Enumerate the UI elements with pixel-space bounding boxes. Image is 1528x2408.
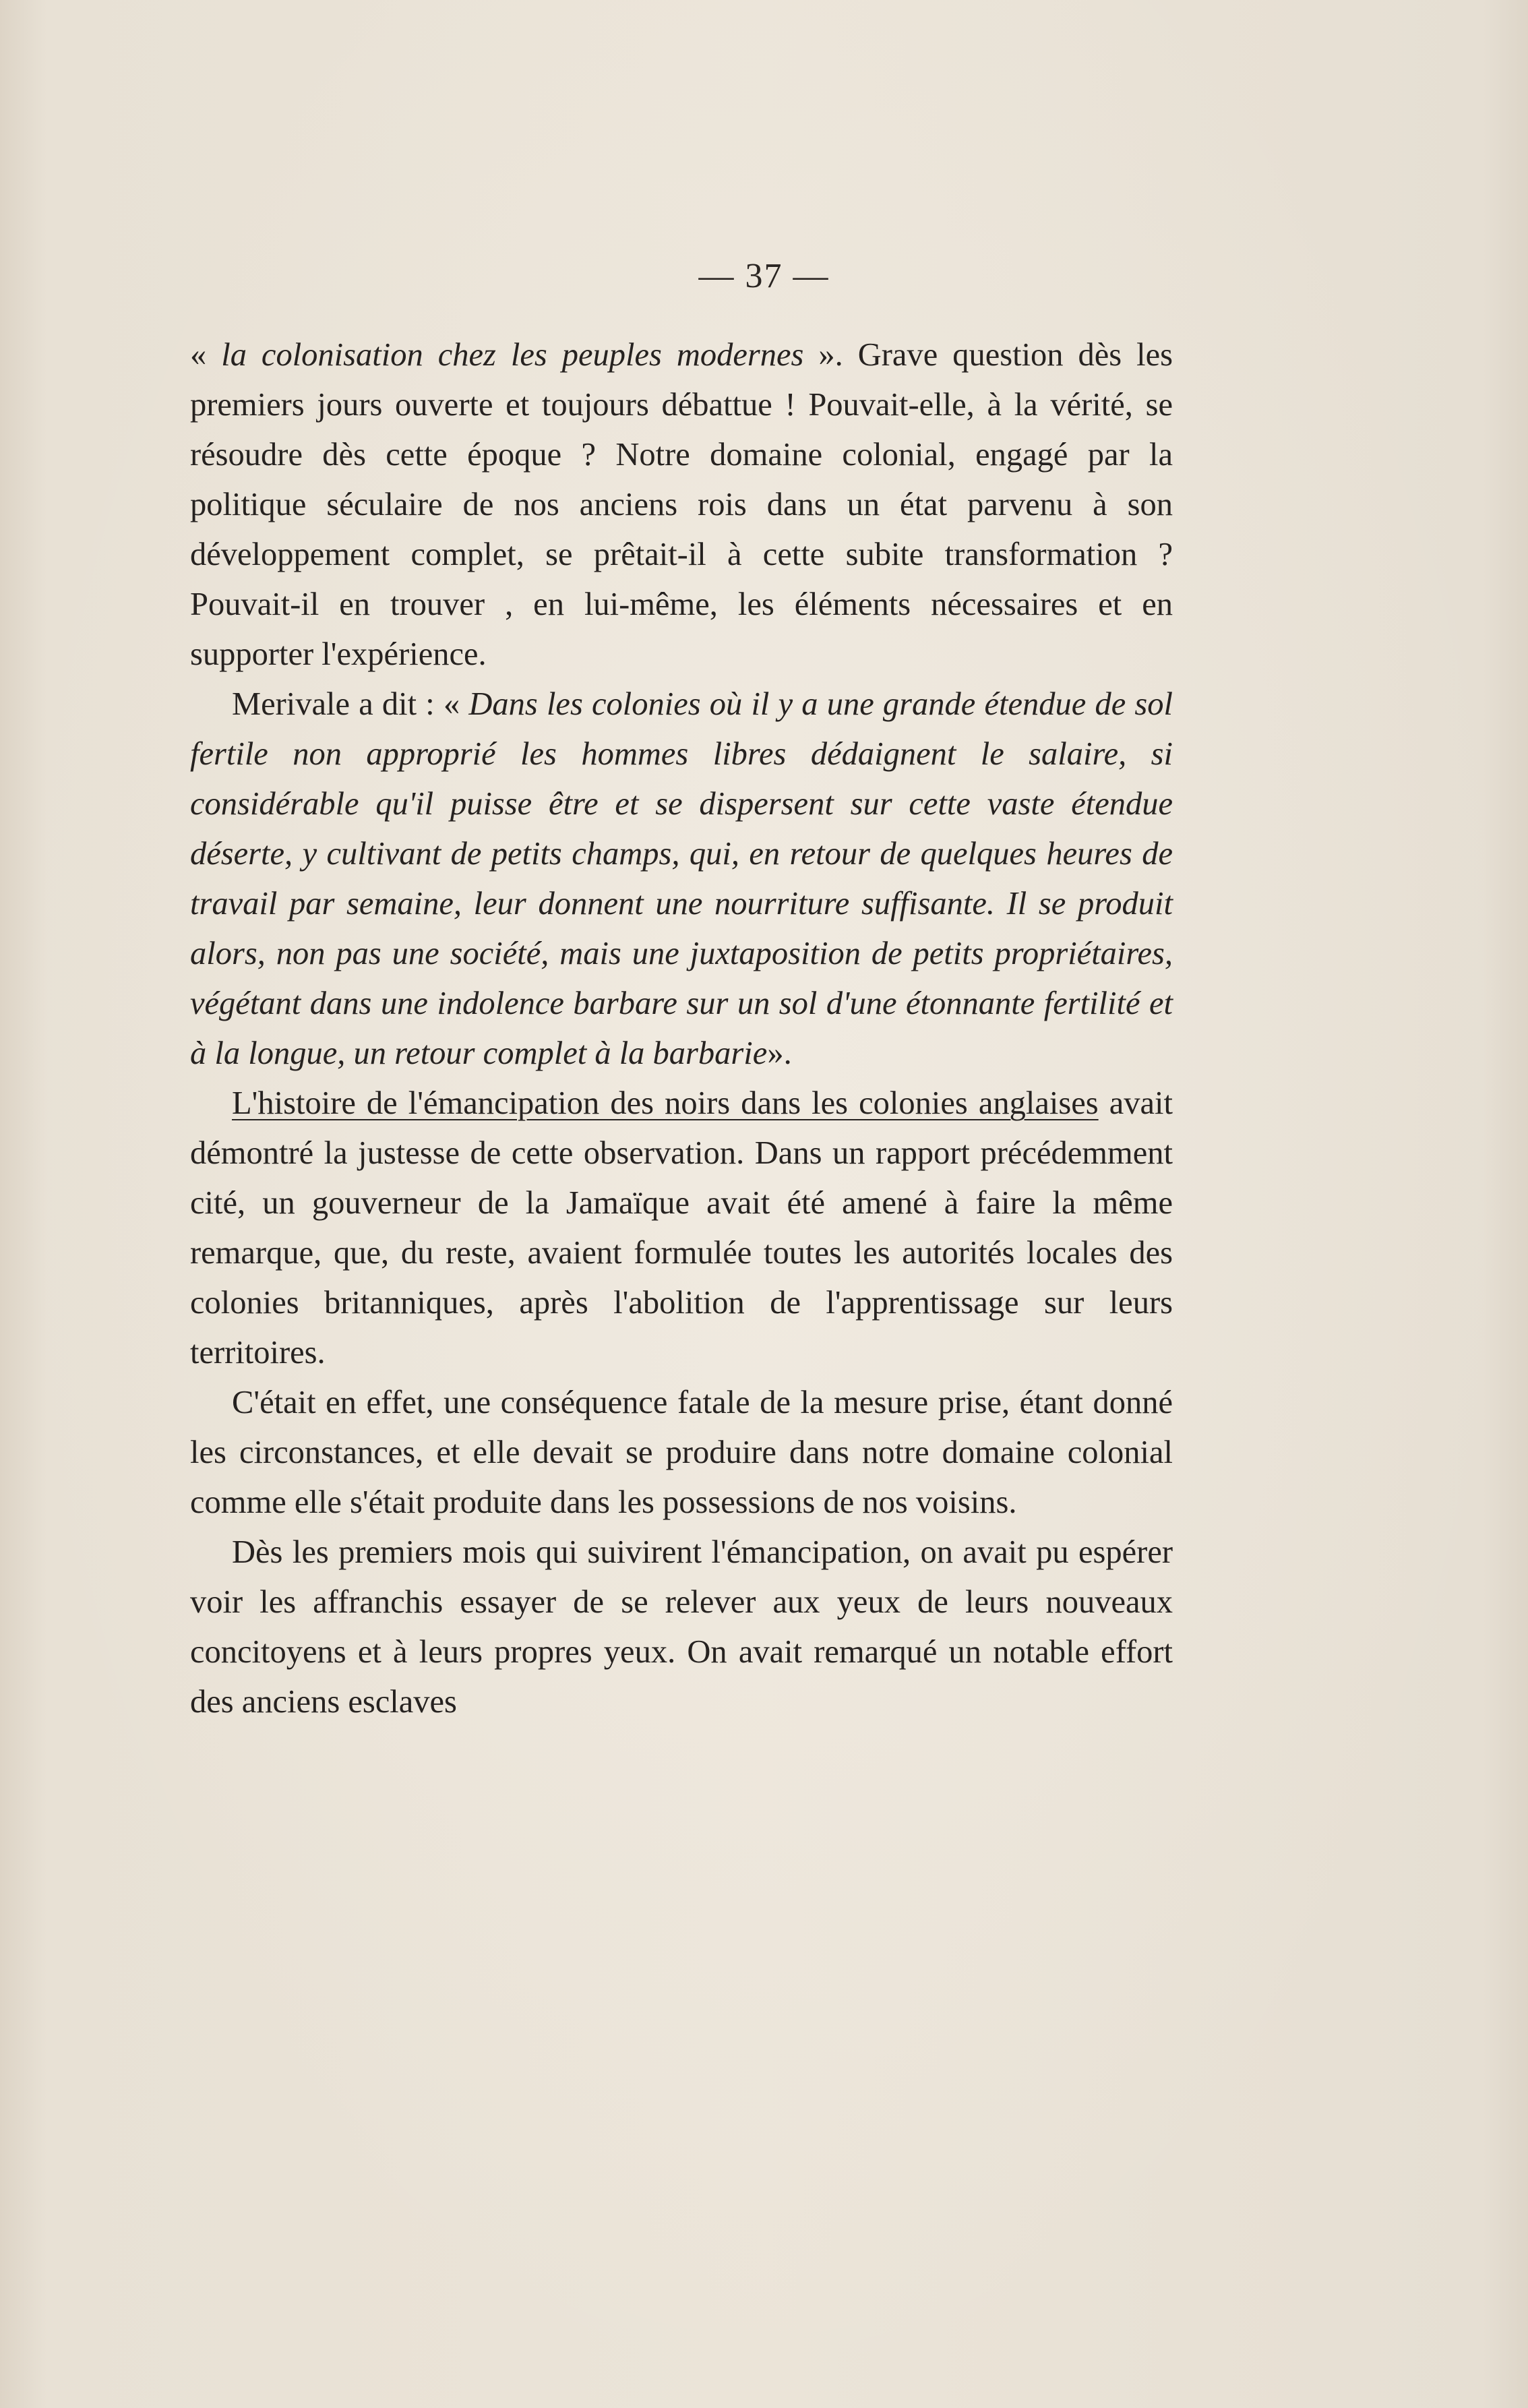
paragraph-3 bbox=[190, 1079, 1173, 1378]
paragraph-4 bbox=[190, 1378, 1173, 1528]
page-number: — 37 — bbox=[698, 257, 830, 295]
paragraph-1 bbox=[190, 330, 1173, 680]
italic-title: la colonisation chez les peuples modernes bbox=[221, 337, 804, 373]
quote-attribution: Merivale a dit : « bbox=[232, 686, 469, 722]
underlined-phrase: L'histoire de l'émancipation des noirs dans les colonies anglaises bbox=[232, 1085, 1099, 1121]
quote-close: ». bbox=[767, 1035, 792, 1071]
paragraph-3-text: avait démontré la justesse de cette observation. Dans un rapport précédemment cité, un gouverneur de la Jamaïque avait été amené à faire la même remarque, que, du reste, avaient formulée toutes les autorités locales des colonies britanniques, après l'abolition de l'apprentissage sur leurs territoires. bbox=[190, 1085, 1173, 1371]
paragraph-2 bbox=[190, 680, 1173, 1079]
paragraph-5 bbox=[190, 1528, 1173, 1727]
paragraph-5-text: Dès les premiers mois qui suivirent l'émancipation, on avait pu espérer voir les affranchis essayer de se relever aux yeux de leurs nouveaux concitoyens et à leurs propres yeux. On avait remarqué un notable effort des anciens esclaves bbox=[190, 1534, 1173, 1720]
merivale-quote: Dans les colonies où il y a une grande étendue de sol fertile non approprié les hommes libres dédaignent le salaire, si considérable qu'il puisse être et se dispersent sur cette vaste étendue déserte, y cultivant de petits champs, qui, en retour de quelques heures de travail par semaine, leur donnent une nourriture suffisante. Il se produit alors, non pas une société, mais une juxtaposition de petits propriétaires, végétant dans une indolence barbare sur un sol d'une étonnante fertilité et à la longue, un retour complet à la barbarie bbox=[190, 686, 1173, 1071]
paragraph-4-text: C'était en effet, une conséquence fatale de la mesure prise, étant donné les circonstances, et elle devait se produire dans notre domaine colonial comme elle s'était produite dans les possessions de nos voisins. bbox=[190, 1385, 1173, 1520]
close-quote: ». bbox=[803, 337, 858, 373]
paragraph-1-text: Grave question dès les premiers jours ouverte et toujours débattue ! Pouvait-elle, à la vérité, se résoudre dès cette époque ? Notre domaine colonial, engagé par la politique séculaire de nos anciens rois dans un état parvenu à son développement complet, se prêtait-il à cette subite transformation ? Pouvait-il en trouver , en lui-même, les éléments nécessaires et en supporter l'expérience. bbox=[190, 337, 1173, 672]
body-text bbox=[190, 330, 1173, 1727]
open-quote: « bbox=[190, 337, 222, 373]
